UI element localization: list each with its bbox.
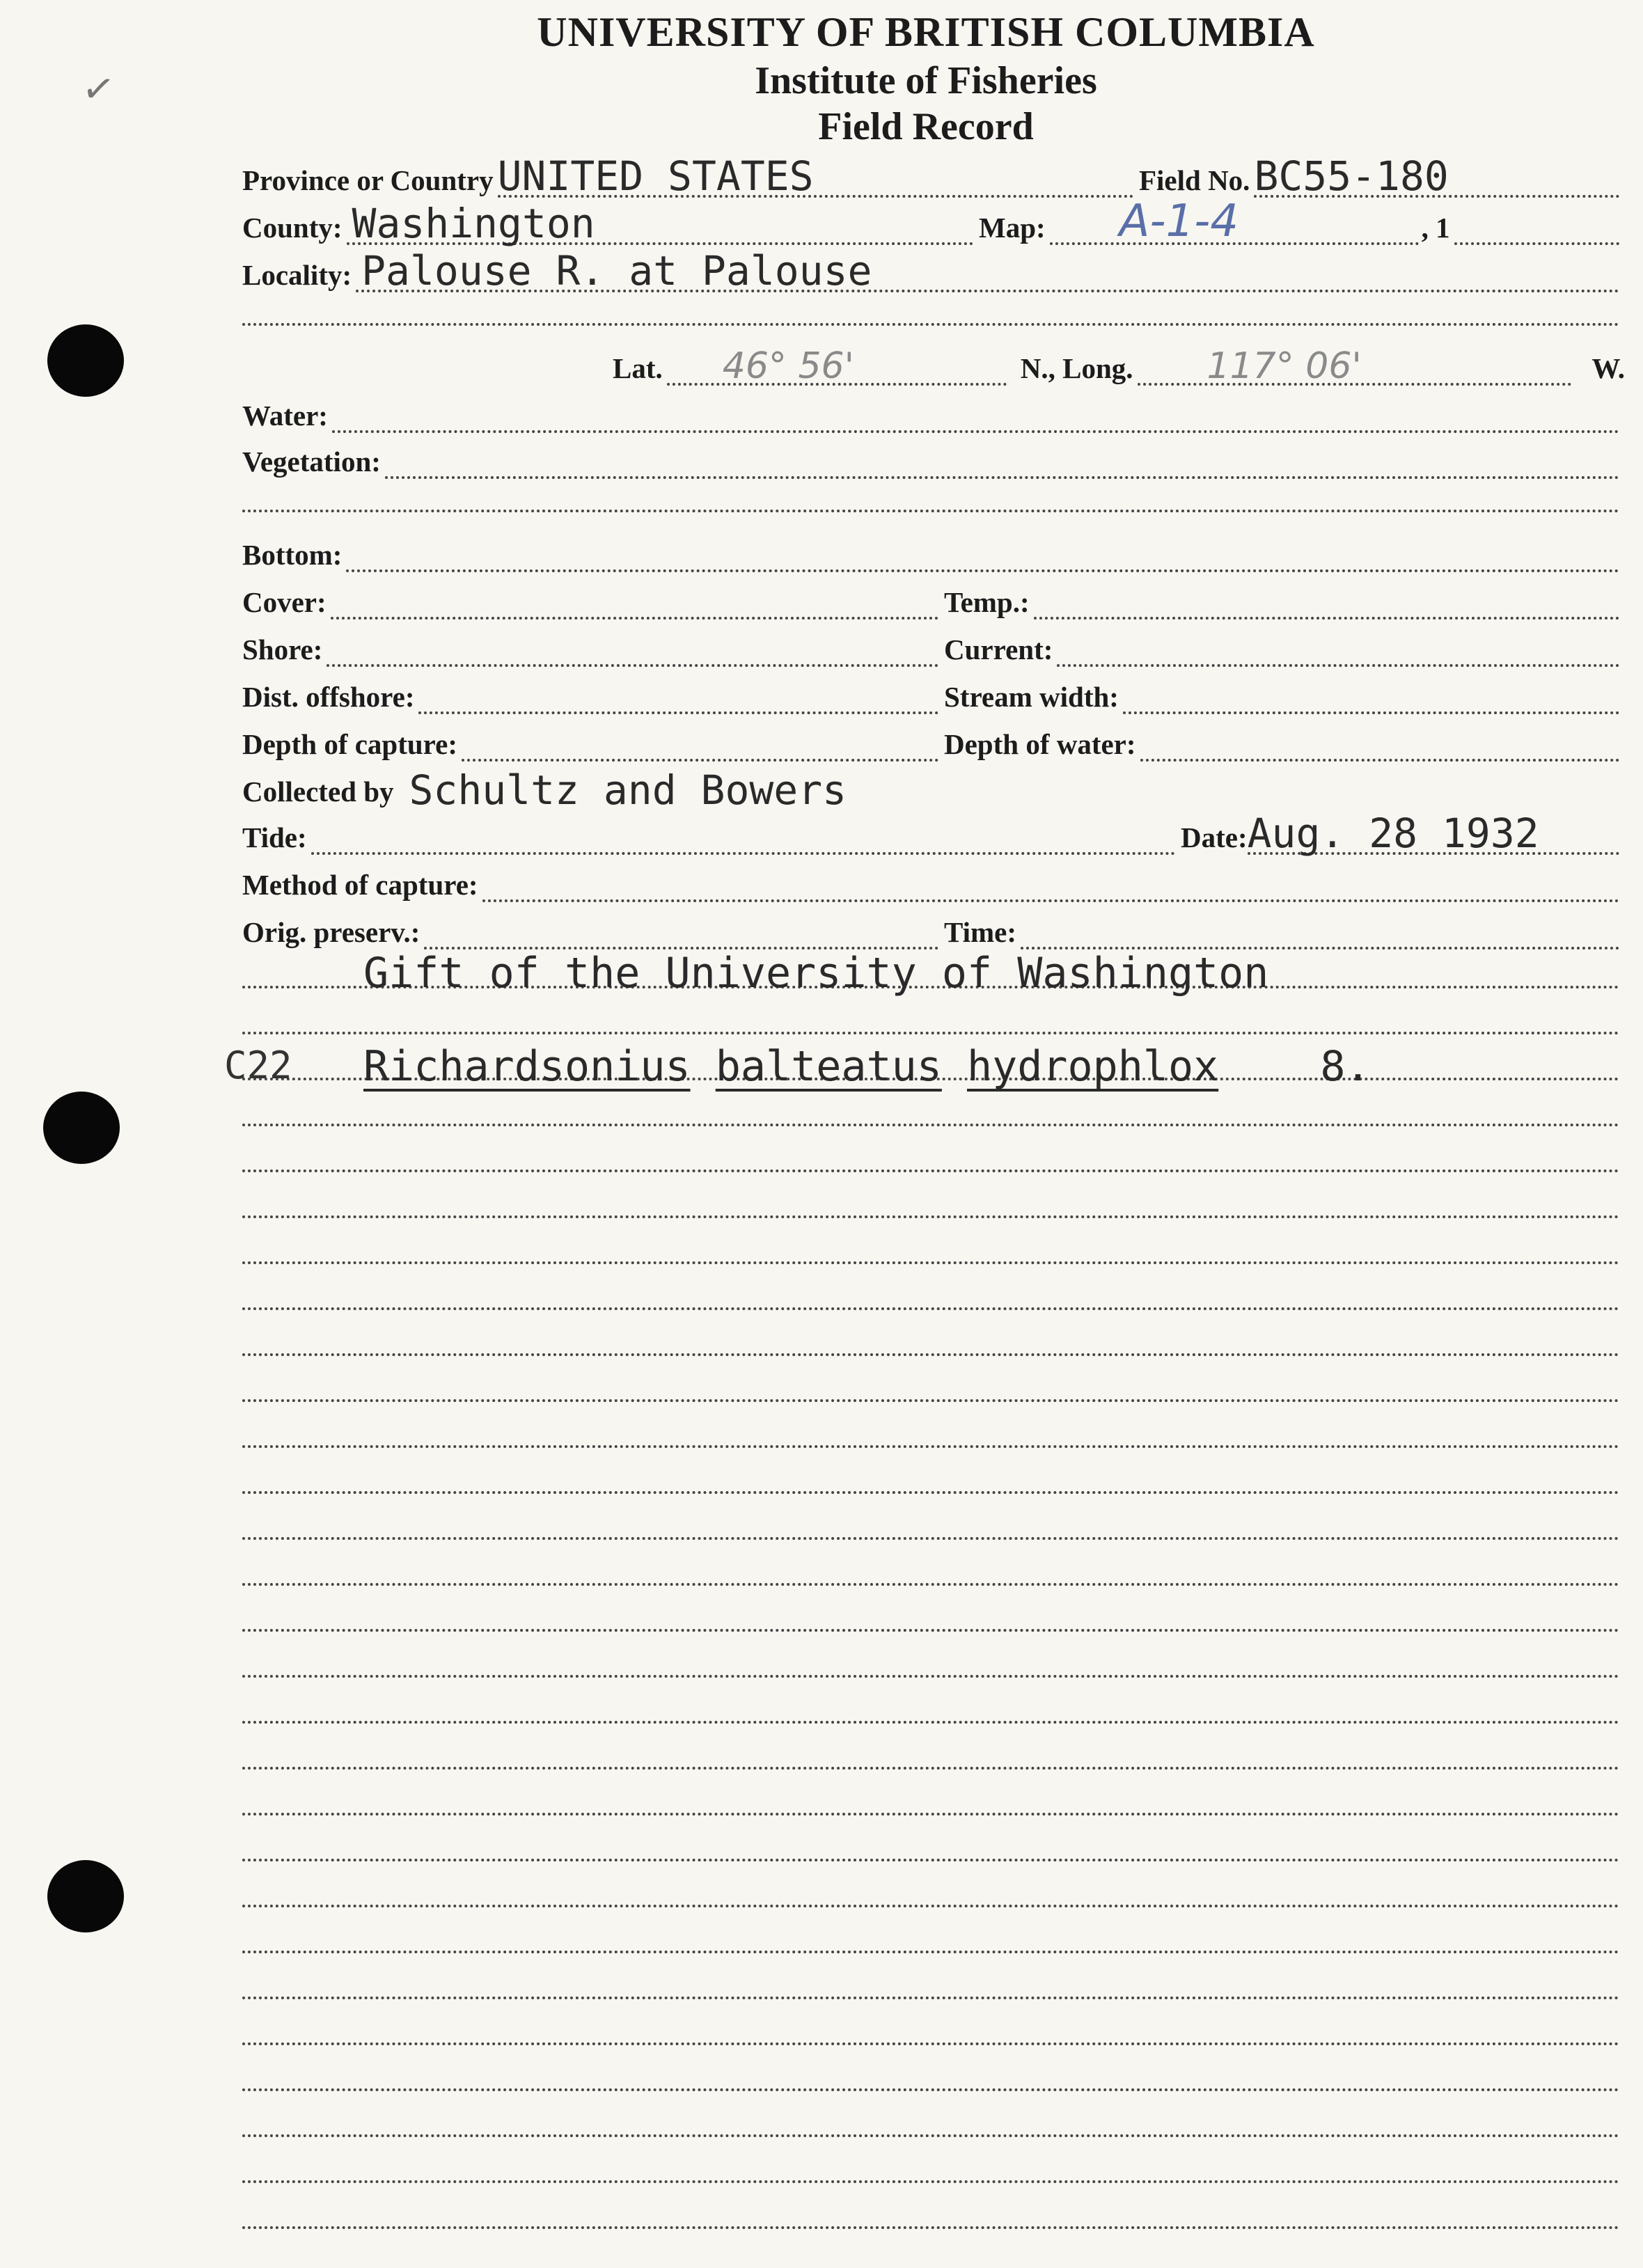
collected-by-label: Collected by: [242, 775, 394, 808]
date-row: [1181, 812, 1619, 855]
current-row: [944, 624, 1619, 667]
county-field: [347, 200, 973, 247]
ruled-line: [242, 2180, 1619, 2183]
binder-hole-top: [47, 324, 124, 397]
province-field: [497, 152, 1133, 200]
ruled-line: [242, 1905, 1619, 1907]
specimen-count: 8.: [1320, 1042, 1371, 1091]
tide-field: [311, 813, 1175, 855]
ruled-line: [242, 1721, 1619, 1724]
cover-label: Cover:: [242, 586, 327, 618]
time-label: Time:: [944, 916, 1017, 948]
cover-field: [331, 578, 938, 620]
tide-row: [242, 812, 1175, 855]
water-row: [242, 390, 1619, 433]
depth-water-row: [944, 718, 1619, 762]
ruled-line: [242, 1353, 1619, 1356]
ruled-line: [242, 2042, 1619, 2045]
ruled-line: [242, 2088, 1619, 2091]
depth-capture-row: [242, 718, 938, 762]
ruled-line: [242, 1445, 1619, 1448]
dist-offshore-field: [418, 672, 938, 714]
shore-field: [327, 625, 938, 667]
ruled-line: [242, 1215, 1619, 1218]
shore-row: [242, 624, 938, 667]
genus-name: Richardsonius: [363, 1042, 691, 1091]
long-label: N., Long.: [1020, 352, 1133, 384]
orig-preserv-row: [242, 906, 938, 950]
long-value: 117° 06': [1206, 345, 1362, 387]
map-label: Map:: [979, 212, 1046, 244]
province-row: [242, 152, 1133, 200]
map-suffix: , 1: [1421, 212, 1450, 244]
locality-label: Locality:: [242, 259, 352, 291]
water-field: [332, 391, 1619, 433]
check-mark: ✓: [79, 65, 118, 114]
locality-row: [242, 249, 1619, 292]
collected-by-row: [242, 766, 1078, 814]
current-field: [1057, 625, 1619, 667]
lat-value: 46° 56': [722, 345, 854, 387]
method-field: [482, 860, 1619, 902]
ruled-line: [242, 1307, 1619, 1310]
orig-preserv-field: [424, 908, 938, 950]
ruled-line: [242, 1951, 1619, 1953]
method-label: Method of capture:: [242, 869, 478, 901]
collected-by-value: Schultz and Bowers: [409, 766, 847, 814]
cover-row: [242, 576, 938, 620]
temp-field: [1034, 578, 1619, 620]
ruled-line: [242, 1997, 1619, 1999]
ruled-line: [242, 1767, 1619, 1770]
dist-offshore-row: [242, 671, 938, 714]
ruled-line: [242, 1399, 1619, 1402]
long-field: [1138, 344, 1571, 386]
depth-capture-label: Depth of capture:: [242, 728, 457, 760]
ruled-line: [242, 1583, 1619, 1586]
field-no-field: [1254, 152, 1619, 200]
west-label: W.: [1591, 352, 1625, 384]
stream-width-row: [944, 671, 1619, 714]
field-no-row: [1139, 152, 1619, 200]
vegetation-row: [242, 436, 1619, 479]
vegetation-field: [385, 437, 1619, 479]
current-label: Current:: [944, 633, 1053, 666]
map-suffix-field: [1454, 203, 1619, 245]
ruled-line: [242, 2226, 1619, 2229]
time-row: [944, 906, 1619, 950]
method-row: [242, 859, 1619, 902]
species-line: [363, 1042, 1371, 1091]
bottom-row: [242, 529, 1619, 572]
collected-by-field: [398, 766, 1078, 814]
temp-row: [944, 576, 1619, 620]
county-row: [242, 202, 973, 245]
dist-offshore-label: Dist. offshore:: [242, 681, 415, 713]
ruled-line: [242, 1859, 1619, 1861]
ruled-line: [242, 1491, 1619, 1494]
institute-name: Institute of Fisheries: [755, 59, 1097, 102]
bottom-field: [346, 530, 1619, 572]
ruled-line: [242, 1537, 1619, 1540]
stream-width-field: [1123, 672, 1619, 714]
map-value: A-1-4: [1119, 196, 1239, 247]
depth-capture-field: [462, 720, 938, 762]
date-field: [1247, 810, 1619, 857]
depth-water-field: [1140, 720, 1619, 762]
water-label: Water:: [242, 400, 328, 432]
county-label: County:: [242, 212, 343, 244]
orig-preserv-label: Orig. preserv.:: [242, 916, 420, 948]
map-field: [1050, 196, 1419, 247]
vegetation-continuation-line: [242, 510, 1619, 512]
ruled-line: [242, 2134, 1619, 2137]
tide-label: Tide:: [242, 821, 307, 853]
depth-water-label: Depth of water:: [944, 728, 1136, 760]
lat-field: [667, 344, 1007, 386]
vegetation-label: Vegetation:: [242, 446, 381, 478]
ruled-line: [242, 1629, 1619, 1632]
ruled-line: [242, 1032, 1619, 1034]
stream-width-label: Stream width:: [944, 681, 1119, 713]
county-value: Washington: [352, 200, 595, 247]
temp-label: Temp.:: [944, 586, 1030, 618]
field-no-label: Field No.: [1139, 164, 1250, 196]
field-no-value: BC55-180: [1254, 152, 1449, 200]
university-name: UNIVERSITY OF BRITISH COLUMBIA: [537, 9, 1315, 55]
ruled-line: [242, 1170, 1619, 1172]
gift-note: Gift of the University of Washington: [363, 949, 1269, 998]
locality-continuation-line: [242, 323, 1619, 326]
ruled-line: [242, 1124, 1619, 1126]
subspecies-name: hydrophlox: [966, 1042, 1219, 1091]
date-label: Date:: [1181, 821, 1248, 853]
ruled-line: [242, 1813, 1619, 1816]
locality-value: Palouse R. at Palouse: [361, 247, 872, 294]
lat-long-row: [613, 342, 1629, 386]
locality-field: [356, 247, 1619, 294]
province-label: Province or Country: [242, 164, 494, 196]
binder-hole-bottom: [47, 1860, 124, 1932]
form-title: Field Record: [818, 105, 1034, 148]
species-name: balteatus: [715, 1042, 942, 1091]
bottom-label: Bottom:: [242, 539, 343, 571]
ruled-line: [242, 1675, 1619, 1678]
catalog-number: C22: [224, 1044, 292, 1087]
time-field: [1021, 908, 1619, 950]
province-value: UNITED STATES: [497, 152, 814, 200]
lat-label: Lat.: [613, 352, 663, 384]
ruled-line: [242, 1261, 1619, 1264]
date-value: Aug. 28 1932: [1247, 810, 1539, 857]
shore-label: Shore:: [242, 633, 323, 666]
map-row: [979, 196, 1619, 247]
binder-hole-middle: [43, 1092, 120, 1164]
